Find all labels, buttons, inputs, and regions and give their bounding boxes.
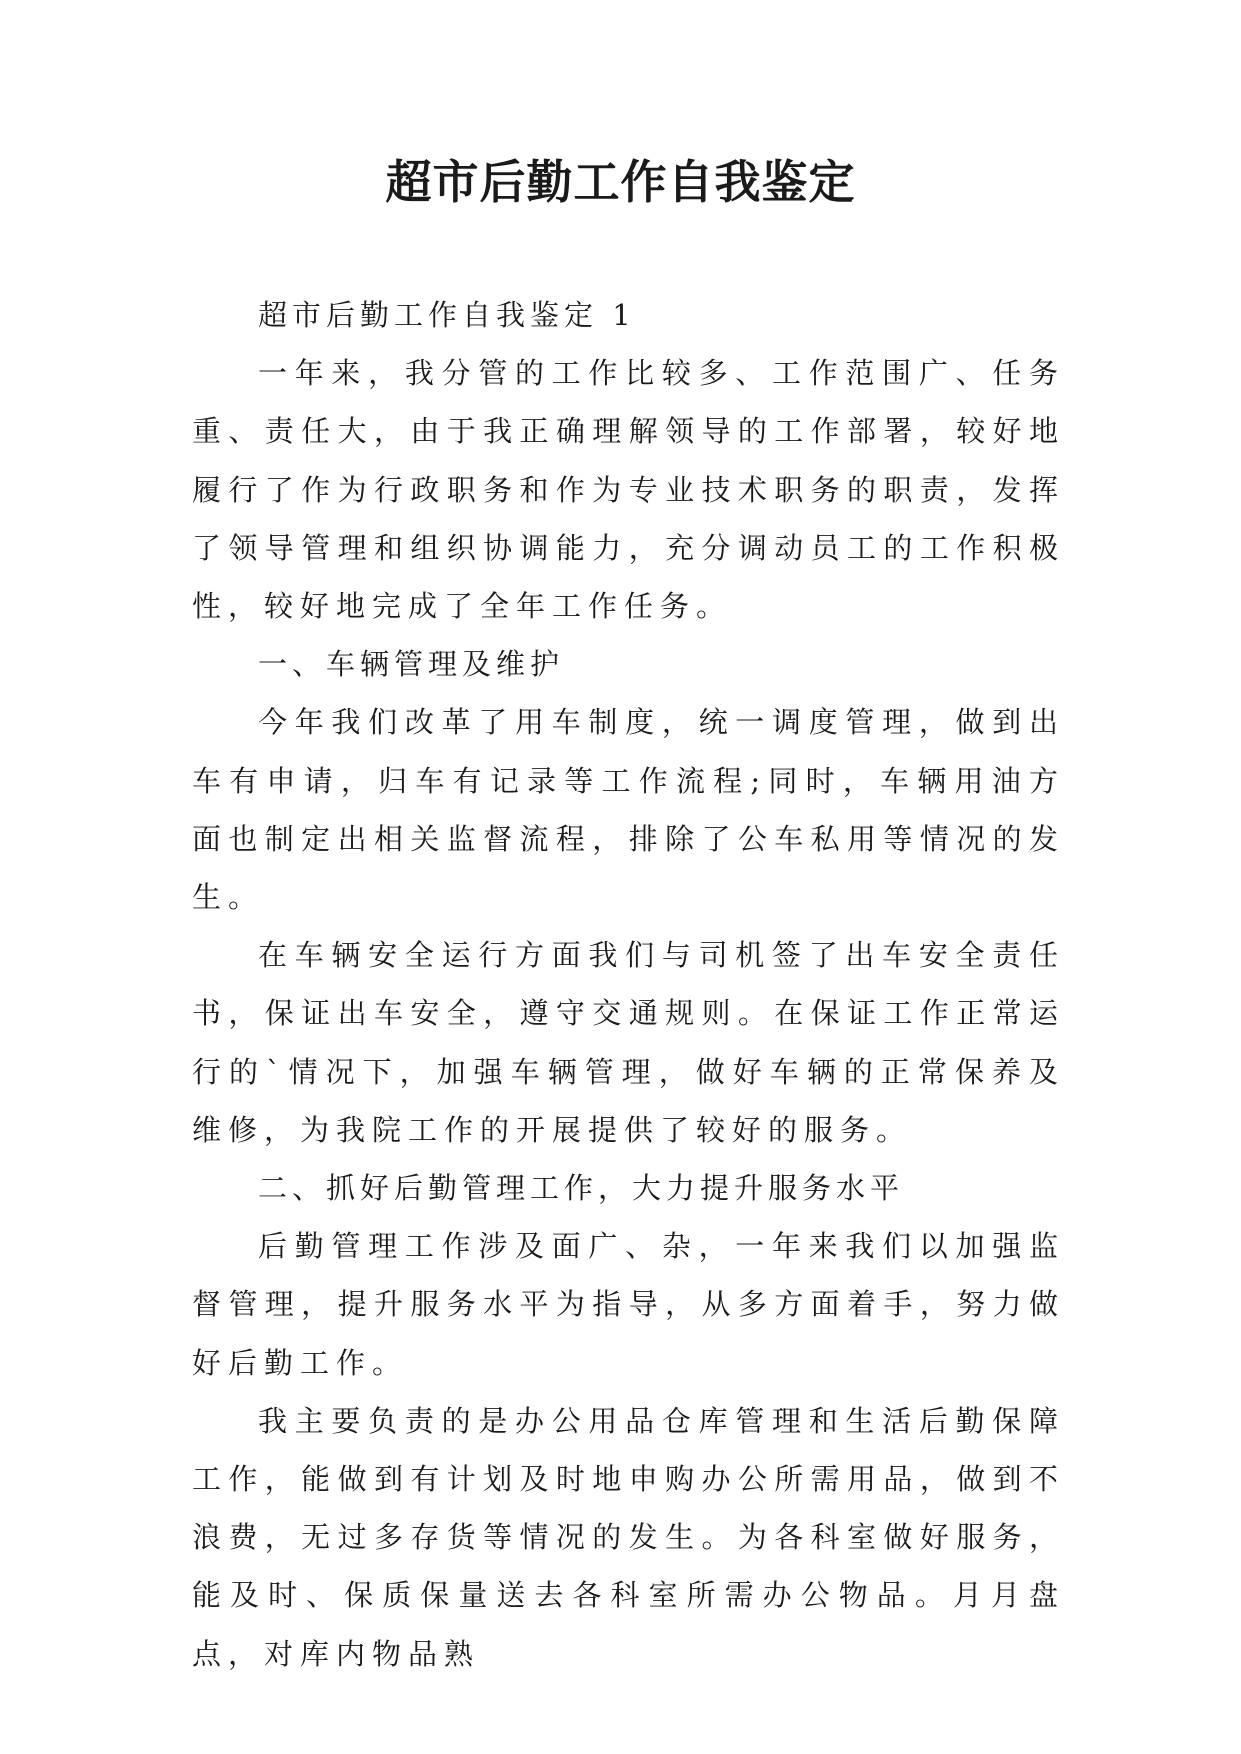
document-title: 超市后勤工作自我鉴定 — [385, 155, 856, 209]
document-body — [192, 286, 1065, 1683]
section-heading: 二、抓好后勤管理工作，大力提升服务水平 — [258, 1171, 905, 1206]
section-heading: 一、车辆管理及维护 — [258, 647, 565, 682]
body-paragraph: 我主要负责的是办公用品仓库管理和生活后勤保障工作，能做到有计划及时地申购办公所需用品，做到不浪费，无过多存货等情况的发生。为各科室做好服务，能及时、保质保量送去各科室所需办公物品。月月盘点，对库内物品熟 — [192, 1403, 1065, 1671]
body-paragraph: 在车辆安全运行方面我们与司机签了出车安全责任书，保证出车安全，遵守交通规则。在保证工作正常运行的`情况下，加强车辆管理，做好车辆的正常保养及维修，为我院工作的开展提供了较好的服务。 — [192, 938, 1065, 1147]
section-heading: 超市后勤工作自我鉴定 1 — [258, 298, 636, 332]
body-paragraph: 后勤管理工作涉及面广、杂，一年来我们以加强监督管理，提升服务水平为指导，从多方面着手，努力做好后勤工作。 — [192, 1229, 1065, 1380]
body-paragraph: 一年来，我分管的工作比较多、工作范围广、任务重、责任大，由于我正确理解领导的工作部署，较好地履行了作为行政职务和作为专业技术职务的职责，发挥了领导管理和组织协调能力，充分调动员工的工作积极性，较好地完成了全年工作任务。 — [192, 356, 1065, 624]
body-paragraph: 今年我们改革了用车制度，统一调度管理，做到出车有申请，归车有记录等工作流程;同时，车辆用油方面也制定出相关监督流程，排除了公车私用等情况的发生。 — [192, 705, 1065, 915]
